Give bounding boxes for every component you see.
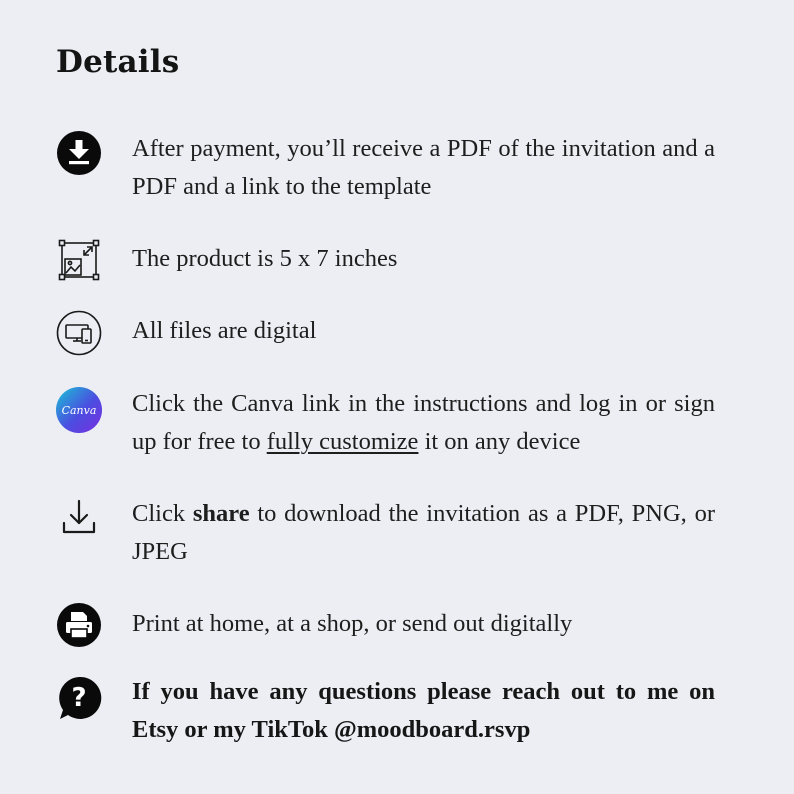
detail-text-share — [132, 495, 715, 571]
question-bubble-icon — [56, 675, 102, 721]
canva-logo-icon — [56, 387, 102, 433]
detail-text-questions: If you have any questions please reach out to me on Etsy or my TikTok @moodboard.rsvp — [132, 678, 715, 743]
svg-text:?: ? — [71, 683, 87, 713]
canva-text-after: it on any device — [418, 428, 581, 455]
printer-icon — [56, 602, 102, 648]
download-tray-icon — [56, 495, 102, 541]
detail-text-digital: All files are digital — [132, 317, 317, 344]
canva-text-before: Click the Canva link in the instructions and log in or sign up for free to — [132, 390, 715, 455]
resize-image-icon — [56, 237, 102, 283]
canva-logo-text: Canva — [61, 404, 97, 417]
share-keyword: share — [192, 500, 250, 527]
fully-customize-link[interactable]: fully customize — [266, 428, 419, 455]
detail-text-canva — [132, 385, 715, 461]
detail-text-payment: After payment, you’ll receive a PDF of the invitation and a PDF and a link to the template — [132, 135, 715, 200]
share-text-before: Click — [132, 500, 193, 527]
devices-icon — [56, 310, 102, 356]
share-text-after: to download the invitation as a PDF, PNG, or JPEG — [132, 500, 715, 565]
download-circle-icon — [56, 130, 102, 176]
detail-text-size: The product is 5 x 7 inches — [132, 245, 398, 272]
details-title: Details — [56, 44, 180, 80]
detail-text-print: Print at home, at a shop, or send out digitally — [132, 610, 573, 637]
